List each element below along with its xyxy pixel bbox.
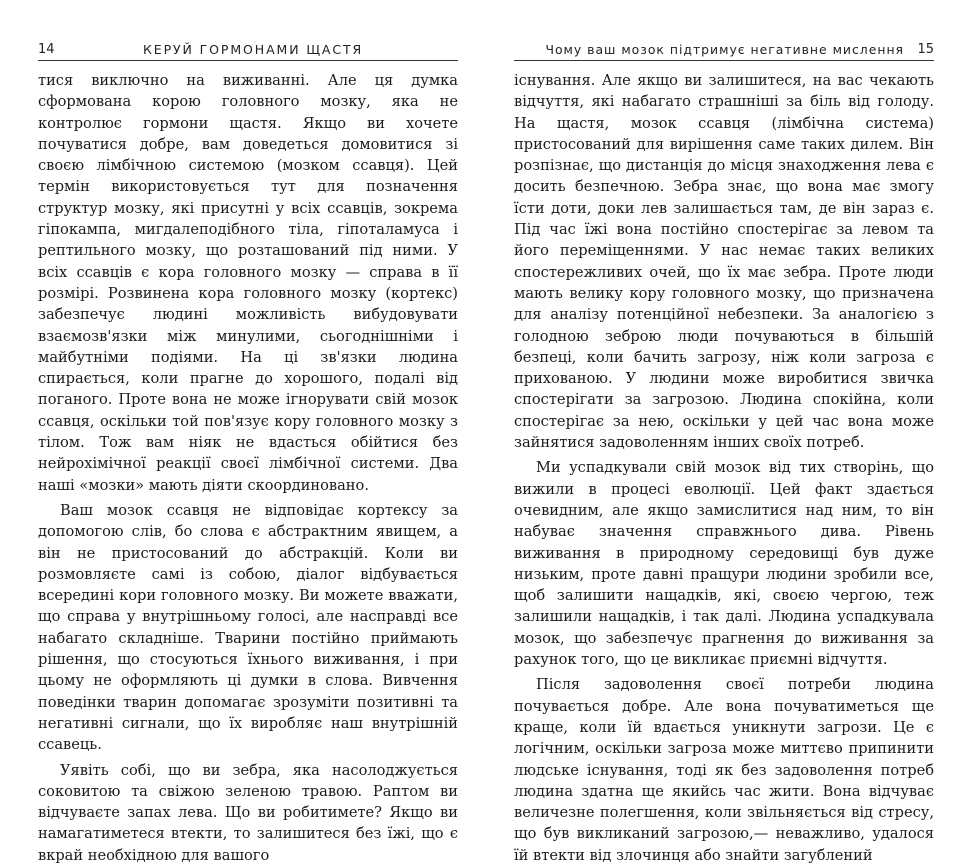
left-paragraph-3: Уявіть собі, що ви зебра, яка насолоджується соковитою та свіжою зеленою травою. Раптом ви відчуваєте запах лева. Що ви робитимете? Якщо ви намагатиметеся втекти, то залишитеся без їжі, що є вкрай необхідною для вашого (38, 761, 458, 864)
left-page-body (38, 70, 458, 866)
left-running-head (38, 40, 458, 61)
right-paragraph-2: Ми успадкували свій мозок від тих створінь, що вижили в процесі еволюції. Цей факт здається очевидним, але якщо замислитися над ним, то він набуває значення справжнього дива. Рівень виживання в природному середовищі був дуже низьким, проте давні пращури людини зробили все, щоб залишити нащадків, які, своєю чергою, теж залишили нащадків, і так далі. Людина успадкувала мозок, що забезпечує прагнення до виживання за рахунок того, що це викликає приємні відчуття. (514, 459, 934, 669)
right-paragraph-3: Після задоволення своєї потреби людина почувається добре. Але вона почуватиметься ще краще, коли їй вдається уникнути загрози. Це є логічним, оскільки загроза може миттєво припинити людське існування, тоді як без задоволення потреб людина здатна ще якийсь час жити. Вона відчуває величезне полегшення, коли звільняється від стресу, що був викликаний загрозою,— неважливо, удалося їй втекти від злочинця або знайти загублений (514, 676, 934, 864)
left-running-title: КЕРУЙ ГОРМОНАМИ ЩАСТЯ (143, 42, 364, 57)
right-paragraph-1: існування. Але якщо ви залишитеся, на вас чекають відчуття, які набагато страшніші за біль від голоду. На щастя, мозок ссавця (лімбічна система) пристосований для вирішення саме таких дилем. Він розпізнає, що дистанція до місця знаходження лева є досить безпечною. Зебра знає, що вона має змогу їсти доти, доки лев залишається там, де він зараз є. Під час їжі вона постійно спостерігає за левом та його переміщеннями. У нас немає таких великих спостережливих очей, що їх має зебра. Проте люди мають велику кору головного мозку, що призначена для аналізу потенційної небезпеки. За аналогією з голодною зеброю люди почуваються в більшій безпеці, коли бачить загрозу, ніж коли загроза є прихованою. У людини може виробитися звичка спостерігати за загрозою. Людина спокійна, коли спостерігає за нею, оскільки у цей час вона може зайнятися задоволенням інших своїх потреб. (514, 72, 934, 452)
right-page (514, 0, 934, 864)
left-page (38, 0, 458, 864)
right-page-body (514, 70, 934, 866)
left-paragraph-1: тися виключно на виживанні. Але ця думка сформована корою головного мозку, яка не контролює гормони щастя. Якщо ви хочете почуватися добре, вам доведеться домовитися зі своєю лімбічною системою (мозком ссавця). Цей термін використовується тут для позначення структур мозку, які присутні у всіх ссавців, зокрема гіпокампа, мигдалеподібного тіла, гіпоталамуса і рептильного мозку, що розташований під ними. У всіх ссавців є кора головного мозку — справа в її розмірі. Розвинена кора головного мозку (кортекс) забезпечує людині можливість вибудовувати взаємозв'язки між минулими, сьогоднішніми і майбутніми подіями. На ці зв'язки людина спирається, коли прагне до хорошого, подалі від поганого. Проте вона не може ігнорувати свій мозок ссавця, оскільки той пов'язує кору головного мозку з тілом. Тож вам ніяк не вдасться обійтися без нейрохімічної реакції своєї лімбічної системи. Два наші «мозки» мають діяти скоординовано. (38, 72, 458, 494)
left-paragraph-2: Ваш мозок ссавця не відповідає кортексу за допомогою слів, бо слова є абстрактним явищем, а він не пристосований до абстракцій. Коли ви розмовляєте самі із собою, діалог відбувається всередині кори головного мозку. Ви можете вважати, що справа у внутрішньому голосі, але насправді все набагато складніше. Тварини постійно приймають рішення, що стосуються їхнього виживання, і при цьому не оформляють ці думки в слова. Вивчення поведінки тварин допомагає зрозуміти позитивні та негативні сигнали, що їх виробляє наш внутрішній ссавець. (38, 501, 458, 754)
right-page-number: 15 (917, 42, 934, 57)
right-running-title: Чому ваш мозок підтримує негативне мислення (545, 42, 904, 57)
right-running-head (514, 40, 934, 61)
left-page-number: 14 (38, 42, 55, 57)
